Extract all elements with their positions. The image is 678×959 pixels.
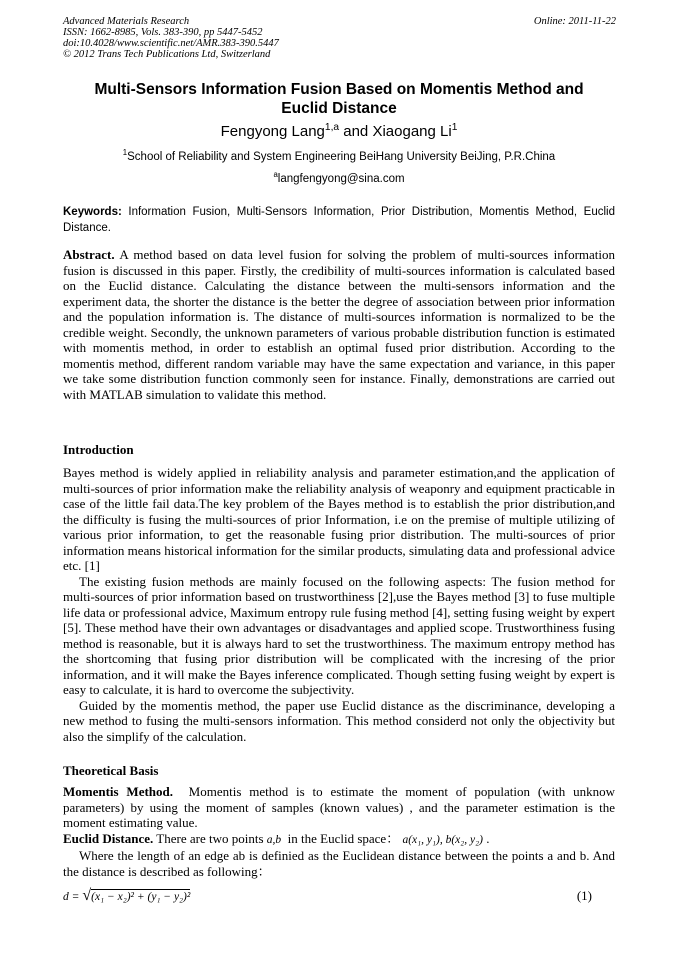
- author-2: Xiaogang Li: [372, 123, 452, 140]
- abstract: [63, 247, 615, 402]
- euclid-text-2: in the Euclid space：: [281, 830, 403, 846]
- keywords-text: Information Fusion, Multi-Sensors Information, Prior Distribution, Momentis Method, Euclid Distance.: [63, 206, 615, 234]
- keywords: [63, 205, 615, 236]
- intro-paragraph-3: Guided by the momentis method, the paper use Euclid distance as the discriminance, developing a new method to fusing the multi-sensors information. This method considerd not only the objectivity but also the simplify of the calculation.: [63, 697, 615, 744]
- author-2-affiliation-mark: 1: [451, 122, 458, 133]
- equation-lhs: d =: [63, 891, 80, 903]
- introduction-heading: Introduction: [63, 442, 134, 457]
- journal-copyright: © 2012 Trans Tech Publications Ltd, Switzerland: [63, 49, 271, 60]
- equation-1: [63, 887, 190, 906]
- affiliation-mark: 1: [122, 148, 128, 158]
- euclid-paragraph: [63, 831, 615, 849]
- title-line-2: Euclid Distance: [281, 100, 397, 117]
- theoretical-basis-body: [63, 784, 619, 879]
- title-line-1: Multi-Sensors Information Fusion Based on Momentis Method and: [94, 81, 584, 98]
- euclid-text-1: There are two points: [153, 830, 267, 846]
- author-separator: and: [339, 123, 373, 140]
- author-1-affiliation-mark: 1,a: [324, 122, 340, 133]
- journal-doi: doi:10.4028/www.scientific.net/AMR.383-390.5447: [63, 38, 279, 49]
- euclid-end: .: [482, 830, 490, 846]
- affiliation: [63, 149, 615, 165]
- equation-body: (x₁ − x₂)² + (y₁ − y₂)²: [91, 891, 191, 903]
- affiliation-text: School of Reliability and System Engineering BeiHang University BeiJing, P.R.China: [127, 151, 556, 163]
- equation-number: (1): [576, 888, 592, 903]
- euclid-points: a(x₁, y₁), b(x₂, y₂): [402, 833, 483, 846]
- email-text: langfengyong@sina.com: [277, 173, 405, 185]
- author-email: [63, 171, 615, 187]
- introduction-body: [63, 465, 615, 744]
- euclid-label: Euclid Distance.: [63, 830, 154, 846]
- online-date: Online: 2011-11-22: [533, 16, 616, 27]
- theoretical-basis-heading: Theoretical Basis: [63, 763, 159, 778]
- journal-issn: ISSN: 1662-8985, Vols. 383-390, pp 5447-5452: [63, 27, 263, 38]
- abstract-label: Abstract.: [63, 247, 115, 262]
- paper-title: [63, 80, 615, 118]
- momentis-text: Momentis method is to estimate the moment of population (with unknow parameters) by using the moment of samples (known values) , and the parameter estimation is the moment estimating value.: [63, 784, 619, 830]
- author-1: Fengyong Lang: [220, 123, 325, 140]
- abstract-text: A method based on data level fusion for solving the problem of multi-sources information fusion is discussed in this paper. Firstly, the credibility of multi-sources information is calculated based on the Euclid distance. Calculating the distance between the multi-sensors information and the experiment data, the shorter the distance is the better the degree of association between prior information and the population information is. The distance of multi-sources information is normalized to be the credible weight. Secondly, the unknown parameters of various probable distribution function is estimated with momentis method, in order to establish an optimal fused prior distribution. According to the momentis method, different random variable may have the same expectation and variance, in this paper we take some distribution function commonly seen for instance. Finally, demonstrations are carried out with MATLAB simulation to validate this method.: [63, 247, 615, 402]
- keywords-label: Keywords:: [63, 206, 122, 218]
- email-mark: a: [273, 170, 278, 180]
- journal-header: [63, 16, 279, 60]
- momentis-label: Momentis Method.: [63, 784, 174, 799]
- journal-name: Advanced Materials Research: [63, 16, 190, 27]
- euclid-vars: a,b: [266, 833, 282, 846]
- author-list: [63, 123, 615, 141]
- sqrt-sign: √: [82, 887, 92, 904]
- intro-paragraph-1: Bayes method is widely applied in reliability analysis and parameter estimation,and the application of multi-sources of prior information make the reliability analysis of weaponry and equipment practicable in case of the little fail data.The key problem of the Bayes method is to establish the prior distribution,and the difficulty is fusing the multi-sources of prior Information, i.e on the premise of multiple utilizing of various prior information, to get the reasonable fusing prior distribution. The multi-sources of prior information means historical information for the similar products, simulating data and professional advice etc. [1]: [63, 465, 615, 573]
- where-paragraph: Where the length of an edge ab is definied as the Euclidean distance between the points a and b. And the distance is described as following：: [63, 848, 615, 879]
- momentis-paragraph: [63, 784, 619, 831]
- intro-paragraph-2: The existing fusion methods are mainly focused on the following aspects: The fusion method for multi-sources of prior information based on trustworthiness [2],use the Bayes method [3] to fuse multiple life data or professional advice, Maximum entropy rule fusing method [4], setting fusing weight by expert [5]. These method have their own advantages or disadvantages and applied scope. Trustworthiness fusing method is reasonable, but it is always hard to set the trustworthiness. The maximum entropy method has the shortcoming that fusing prior distribution will be complicated with the incresing of the prior information, and it will make the Bayes inference complicated. Though setting fusing weight by expert is easy to calculate, it is hard to overcome the subjectivity.: [63, 573, 615, 697]
